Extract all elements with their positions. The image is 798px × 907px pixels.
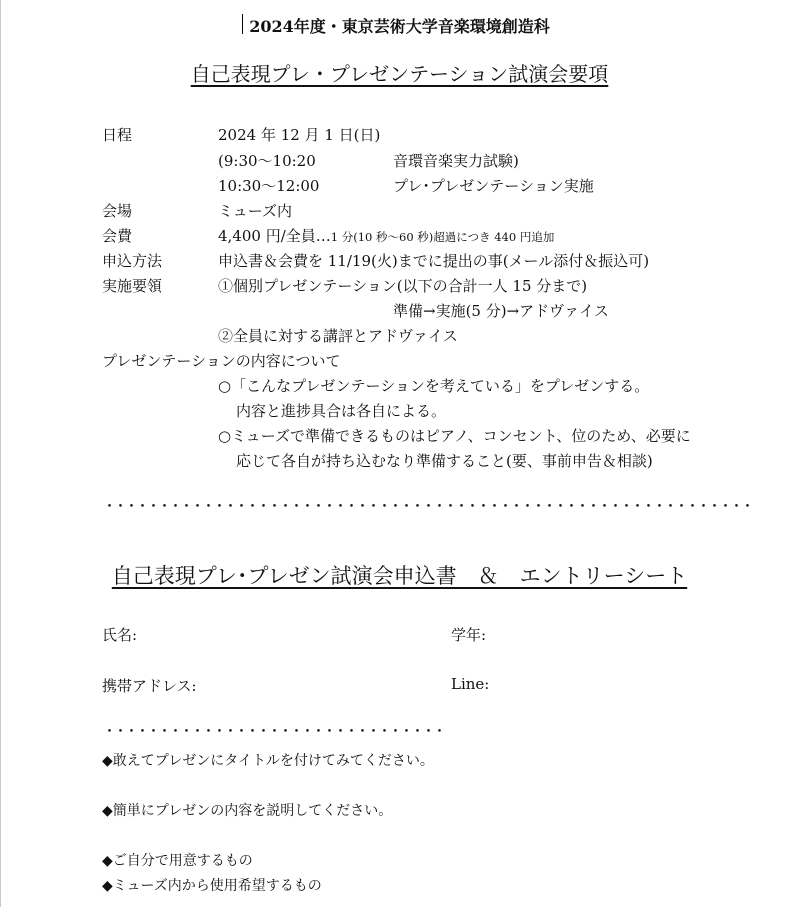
content-p1-line2: 内容と進捗具合は各自による。	[236, 402, 447, 420]
separator-short: ・・・・・・・・・・・・・・・・・・・・・・・・・・・・・・・	[102, 722, 444, 740]
text-cursor	[242, 14, 243, 34]
content-p1-line1: ○「こんなプレゼンテーションを考えている」をプレゼンする。	[218, 377, 650, 395]
procedure-item1: ①個別プレゼンテーション(以下の合計一人 15 分まで)	[218, 277, 588, 295]
mobile-label: 携帯アドレス:	[102, 677, 197, 695]
fee-main: 4,400 円/全員…	[218, 227, 331, 245]
venue-value: ミューズ内	[218, 202, 292, 220]
fee-label: 会費	[102, 227, 133, 245]
question-own-items: ◆ご自分で用意するもの	[102, 853, 253, 869]
fee-note: 1 分(10 秒～60 秒)超過につき 440 円追加	[330, 230, 555, 244]
header-title: 2024年度・東京芸術大学音楽環境創造科	[249, 17, 550, 36]
name-label: 氏名:	[102, 626, 138, 644]
venue-label: 会場	[102, 202, 133, 220]
fee-value	[218, 225, 554, 246]
question-description: ◆簡単にプレゼンの内容を説明してください。	[102, 803, 393, 819]
question-muse-items: ◆ミューズ内から使用希望するもの	[102, 878, 322, 894]
grade-label: 学年:	[451, 626, 487, 644]
schedule-slot2-time: 10:30～12:00	[218, 177, 320, 195]
procedure-label: 実施要領	[102, 277, 163, 295]
procedure-item2: ②全員に対する講評とアドヴァイス	[218, 327, 458, 345]
procedure-item1-detail: 準備→実施(5 分)→アドヴァイス	[393, 302, 609, 320]
content-p2-line2: 応じて各自が持ち込むなり準備すること(要、事前申告＆相談)	[236, 452, 653, 470]
content-heading: プレゼンテーションの内容について	[102, 352, 341, 370]
separator-long: ・・・・・・・・・・・・・・・・・・・・・・・・・・・・・・・・・・・・・・・・・・・・・・・・・・・・・・・・・・・	[102, 497, 752, 515]
schedule-slot2-desc: プレ･プレゼンテーション実施	[393, 177, 594, 195]
form-title: 自己表現プレ･プレゼン試演会申込書 ＆ エントリーシート	[111, 564, 688, 588]
document-title: 自己表現プレ・プレゼンテーション試演会要項	[190, 62, 609, 86]
schedule-slot1-time: (9:30～10:20	[218, 152, 316, 170]
schedule-date: 2024 年 12 月 1 日(日)	[218, 126, 381, 144]
question-title: ◆敢えてプレゼンにタイトルを付けてみてください。	[102, 753, 434, 769]
schedule-label: 日程	[102, 126, 133, 144]
content-p2-line1: ○ミューズで準備できるものはピアノ、コンセント、位のため、必要に	[218, 427, 691, 445]
apply-label: 申込方法	[102, 252, 163, 270]
apply-value: 申込書＆会費を 11/19(火)までに提出の事(メール添付＆振込可)	[218, 252, 650, 270]
schedule-slot1-desc: 音環音楽実力試験)	[393, 152, 519, 170]
line-label: Line:	[451, 675, 490, 693]
